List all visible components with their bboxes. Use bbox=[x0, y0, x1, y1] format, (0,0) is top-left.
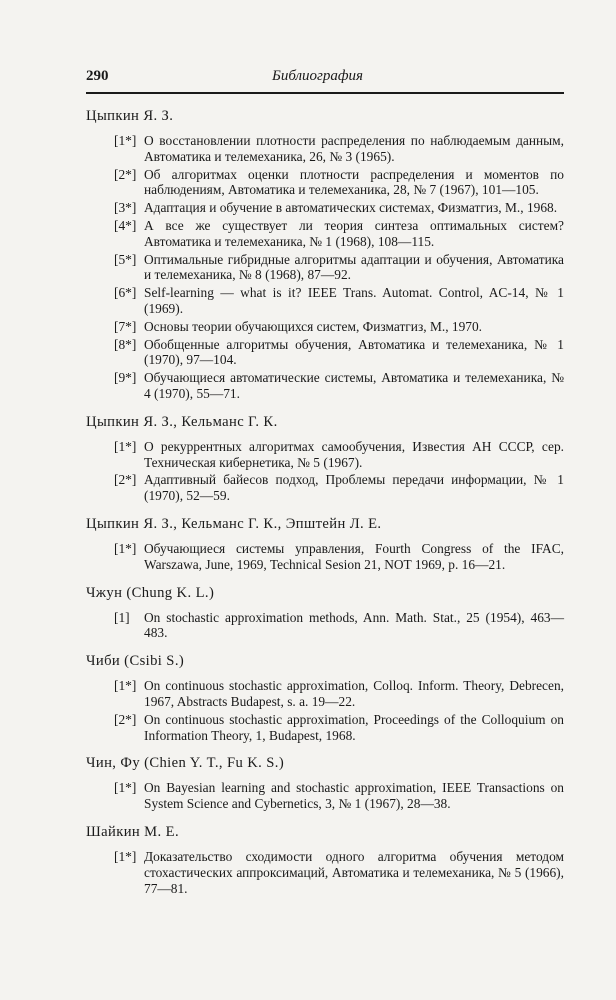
reference-number: [2*] bbox=[114, 166, 137, 182]
reference-list bbox=[86, 678, 564, 743]
reference-entry bbox=[86, 252, 564, 284]
reference-text: Адаптивный байесов подход, Проблемы передачи информации, № 1 (1970), 52—59. bbox=[144, 472, 564, 504]
reference-entry bbox=[86, 541, 564, 573]
author-heading: Чжун (Chung K. L.) bbox=[86, 584, 215, 601]
reference-number: [1*] bbox=[114, 848, 137, 864]
reference-list bbox=[86, 780, 564, 812]
reference-list bbox=[86, 849, 564, 896]
author-heading: Шайкин М. Е. bbox=[86, 823, 180, 840]
reference-text: Оптимальные гибридные алгоритмы адаптации и обучения, Автоматика и телемеханика, № 8 (1968), 87—92. bbox=[144, 251, 564, 283]
reference-list bbox=[86, 439, 564, 504]
reference-entry bbox=[86, 285, 564, 317]
reference-text: Обучающиеся автоматические системы, Автоматика и телемеханика, № 4 (1970), 55—71. bbox=[144, 370, 564, 401]
reference-number: [8*] bbox=[114, 336, 137, 352]
reference-entry bbox=[86, 780, 564, 812]
reference-number: [2*] bbox=[114, 711, 137, 727]
reference-entry bbox=[86, 337, 564, 369]
reference-text: Об алгоритмах оценки плотности распределения и моментов по наблюдениям, Автоматика и телемеханика, 28, № 7 (1967), 101—105. bbox=[144, 166, 564, 198]
reference-entry bbox=[86, 167, 564, 199]
reference-text: On Bayesian learning and stochastic approximation, IEEE Transactions on System Science and Cybernetics, 3, № 1 (1967), 28—38. bbox=[144, 780, 564, 812]
reference-number: [1*] bbox=[114, 780, 137, 796]
author-heading: Чиби (Csibi S.) bbox=[86, 653, 185, 670]
page-header bbox=[86, 68, 564, 90]
reference-number: [7*] bbox=[114, 318, 137, 334]
reference-text: Self-learning — what is it? IEEE Trans. Automat. Control, AC-14, № 1 (1969). bbox=[144, 285, 564, 316]
reference-text: On stochastic approximation methods, Ann. Math. Stat., 25 (1954), 463—483. bbox=[144, 609, 564, 641]
reference-text: О рекуррентных алгоритмах самообучения, Известия АН СССР, сер. Техническая кибернетика, № 5 (1967). bbox=[144, 438, 564, 470]
reference-number: [1*] bbox=[114, 438, 137, 454]
author-heading: Цыпкин Я. З., Кельманс Г. К., Эпштейн Л. Е. bbox=[86, 515, 382, 532]
reference-entry bbox=[86, 472, 564, 504]
reference-entry bbox=[86, 319, 564, 335]
author-heading: Цыпкин Я. З. bbox=[86, 108, 174, 124]
reference-list bbox=[86, 610, 564, 642]
reference-text: Обобщенные алгоритмы обучения, Автоматика и телемеханика, № 1 (1970), 97—104. bbox=[144, 336, 564, 368]
reference-entry bbox=[86, 849, 564, 896]
reference-text: А все же существует ли теория синтеза оптимальных систем? Автоматика и телемеханика, № 1 (1968), 108—115. bbox=[144, 217, 564, 249]
bibliography-list bbox=[86, 108, 564, 908]
author-heading: Цыпкин Я. З., Кельманс Г. К. bbox=[86, 413, 278, 430]
reference-entry bbox=[86, 678, 564, 710]
reference-text: О восстановлении плотности распределения по наблюдаемым данным, Автоматика и телемеханика, 26, № 3 (1965). bbox=[144, 133, 564, 164]
page-number: 290 bbox=[86, 68, 109, 84]
reference-entry bbox=[86, 712, 564, 744]
reference-text: On continuous stochastic approximation, Proceedings of the Colloquium on Information Theory, 1, Budapest, 1968. bbox=[144, 711, 564, 743]
reference-number: [2*] bbox=[114, 472, 137, 488]
reference-number: [5*] bbox=[114, 251, 137, 267]
reference-number: [3*] bbox=[114, 200, 137, 216]
running-title: Библиография bbox=[272, 68, 364, 84]
reference-number: [1*] bbox=[114, 133, 137, 148]
reference-list bbox=[86, 133, 564, 402]
reference-entry bbox=[86, 218, 564, 250]
reference-number: [6*] bbox=[114, 285, 137, 301]
reference-text: Адаптация и обучение в автоматических системах, Физматгиз, М., 1968. bbox=[144, 200, 558, 216]
reference-entry bbox=[86, 200, 564, 216]
reference-entry bbox=[86, 610, 564, 642]
reference-number: [1*] bbox=[114, 678, 137, 694]
reference-list bbox=[86, 541, 564, 573]
reference-number: [1] bbox=[114, 609, 130, 625]
reference-text: Основы теории обучающихся систем, Физматгиз, М., 1970. bbox=[144, 318, 483, 334]
reference-entry bbox=[86, 370, 564, 402]
header-rule bbox=[86, 92, 564, 94]
reference-number: [1*] bbox=[114, 540, 137, 556]
reference-number: [4*] bbox=[114, 217, 137, 233]
reference-text: Обучающиеся системы управления, Fourth Congress of the IFAC, Warszawa, June, 1969, Technical Sesion 21, NOT 1969, p. 16—21. bbox=[144, 540, 564, 572]
reference-text: On continuous stochastic approximation, Colloq. Inform. Theory, Debrecen, 1967, Abstracts Budapest, s. a. 19—22. bbox=[144, 678, 564, 709]
reference-entry bbox=[86, 439, 564, 471]
reference-entry bbox=[86, 133, 564, 165]
author-heading: Чин, Фу (Chien Y. T., Fu K. S.) bbox=[86, 755, 285, 772]
reference-text: Доказательство сходимости одного алгоритма обучения методом стохастических аппроксимаций, Автоматика и телемеханика, № 5 (1966), 77—81. bbox=[144, 848, 564, 896]
reference-number: [9*] bbox=[114, 370, 137, 386]
